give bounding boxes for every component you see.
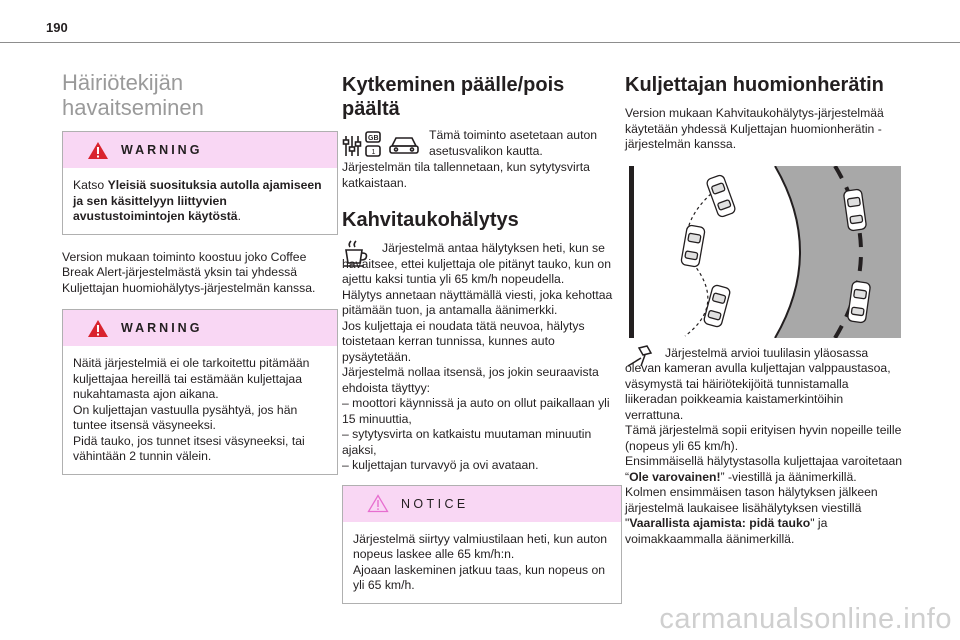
warning-box-driver	[62, 309, 338, 475]
list-item: – sytytysvirta on katkaistu muutaman minuutin ajaksi,	[342, 427, 592, 457]
warning-triangle-icon	[87, 319, 109, 338]
list-item: – kuljettajan turvavyö ja ovi avataan.	[342, 458, 539, 472]
coffee-intro	[342, 241, 622, 288]
attention-paragraph: Kolmen ensimmäisen tason hälytyksen jälkeen järjestelmä laukaisee lisähälytyksen viestillä "Vaarallista ajamista: pidä tauko" ja voimakkaammalla äänimerkillä.	[625, 485, 878, 546]
lane-illustration	[625, 166, 901, 338]
section-title-coffee: Kahvitaukohälytys	[342, 209, 519, 231]
attention-paragraph: Tämä järjestelmä sopii erityisen hyvin nopeille teille (nopeus yli 65 km/h).	[625, 423, 902, 453]
notice-header	[343, 486, 621, 522]
coffee-paragraph: Jos kuljettaja ei noudata tätä neuvoa, hälytys toistetaan kerran tunnissa, kunnes auto pysäytetään.	[342, 318, 585, 364]
warning-paragraph: Pidä tauko, jos tunnet itsesi väsyneeksi, tai vähintään 2 tunnin välein.	[73, 433, 305, 463]
warning-paragraph: On kuljettajan vastuulla pysähtyä, jos hän tuntee itsensä väsyneeksi.	[73, 402, 298, 432]
page-number: 190	[46, 20, 68, 35]
notice-body	[343, 522, 621, 603]
section-title-attention: Kuljettajan huomionherätin	[625, 74, 884, 96]
warning-label: WARNING	[121, 321, 203, 335]
camera-text: Järjestelmä arvioi tuulilasin yläosassa olevan kameran avulla kuljettajan valppaustasoa, väsymystä tai häiriötekijöitä tunnistamalla liikeradan poikkeamia kaistamerkintöihin verrattuna.	[625, 345, 891, 422]
list-item: – moottori käynnissä ja auto on ollut paikallaan yli 15 minuuttia,	[342, 396, 610, 426]
column-switching	[342, 70, 622, 604]
svg-text:GB: GB	[368, 135, 379, 142]
car-settings-icon	[386, 130, 422, 158]
intro-paragraph: Version mukaan toiminto koostuu joko Coffee Break Alert-järjestelmästä yksin tai yhdessä Kuljettajan huomiohälytys-järjestelmän kanssa.	[62, 249, 316, 295]
settings-menu-icon	[342, 130, 382, 160]
coffee-paragraph: Järjestelmä nollaa itsensä, jos jokin seuraavista ehdoista täyttyy:	[342, 365, 599, 395]
top-divider	[0, 42, 960, 43]
column-distraction-detection	[62, 70, 338, 475]
attention-paragraph: Ensimmäisellä hälytystasolla kuljettajaa varoitetaan “Ole varovainen!” -viestillä ja äänimerkillä.	[625, 454, 903, 484]
windshield-camera-icon	[625, 344, 655, 370]
coffee-cup-icon	[342, 239, 372, 269]
warning-text: Katso Yleisiä suosituksia autolla ajamiseen ja sen käsittelyyn liittyvien avustustoimintojen käytöstä.	[73, 178, 322, 223]
warning-header	[63, 132, 337, 168]
section-title-distraction: Häiriötekijän havaitseminen	[62, 70, 204, 120]
notice-paragraph: Järjestelmä siirtyy valmiustilaan heti, kun auton nopeus laskee alle 65 km/h:n.	[353, 531, 608, 561]
warning-header	[63, 310, 337, 346]
warning-body	[63, 346, 337, 474]
warning-triangle-icon	[367, 494, 389, 513]
lane-deviation-illustration	[625, 166, 901, 338]
warning-paragraph: Näitä järjestelmiä ei ole tarkoitettu pitämään kuljettajaa hereillä tai estämään kuljettajaa nukahtamasta ajon aikana.	[73, 356, 310, 401]
settings-text: Tämä toiminto asetetaan auton asetusvalikon kautta.	[429, 128, 598, 158]
column-driver-attention	[625, 70, 903, 547]
section-title-switching: Kytkeminen päälle/pois päältä	[342, 74, 565, 120]
warning-label: WARNING	[121, 143, 203, 157]
camera-intro	[625, 346, 903, 424]
coffee-text: Järjestelmä antaa hälytyksen heti, kun se havaitsee, ettei kuljettaja ole pitänyt tauko, kun on ajettu kaksi tuntia yli 65 km/h nopeudella.	[342, 241, 611, 286]
notice-label: NOTICE	[401, 496, 469, 511]
svg-text:1: 1	[371, 149, 376, 156]
settings-icon-row	[342, 130, 622, 160]
warning-body	[63, 168, 337, 234]
coffee-paragraph: Hälytys annetaan näyttämällä viesti, joka kehottaa pitämään tuon, ja antamalla äänimerkki.	[342, 287, 613, 317]
warning-box-general	[62, 131, 338, 235]
notice-paragraph: Ajoaan laskeminen jatkuu taas, kun nopeus on yli 65 km/h.	[353, 562, 606, 592]
settings-text-2: Järjestelmän tila tallennetaan, kun sytytysvirta katkaistaan.	[342, 160, 590, 190]
warning-triangle-icon	[87, 141, 109, 160]
attention-intro: Version mukaan Kahvitaukohälytys-järjestelmää käytetään yhdessä Kuljettajan huomionherätin -järjestelmän kanssa.	[625, 106, 884, 151]
footer-watermark: carmanualsonline.info	[659, 603, 952, 635]
notice-box	[342, 485, 622, 604]
